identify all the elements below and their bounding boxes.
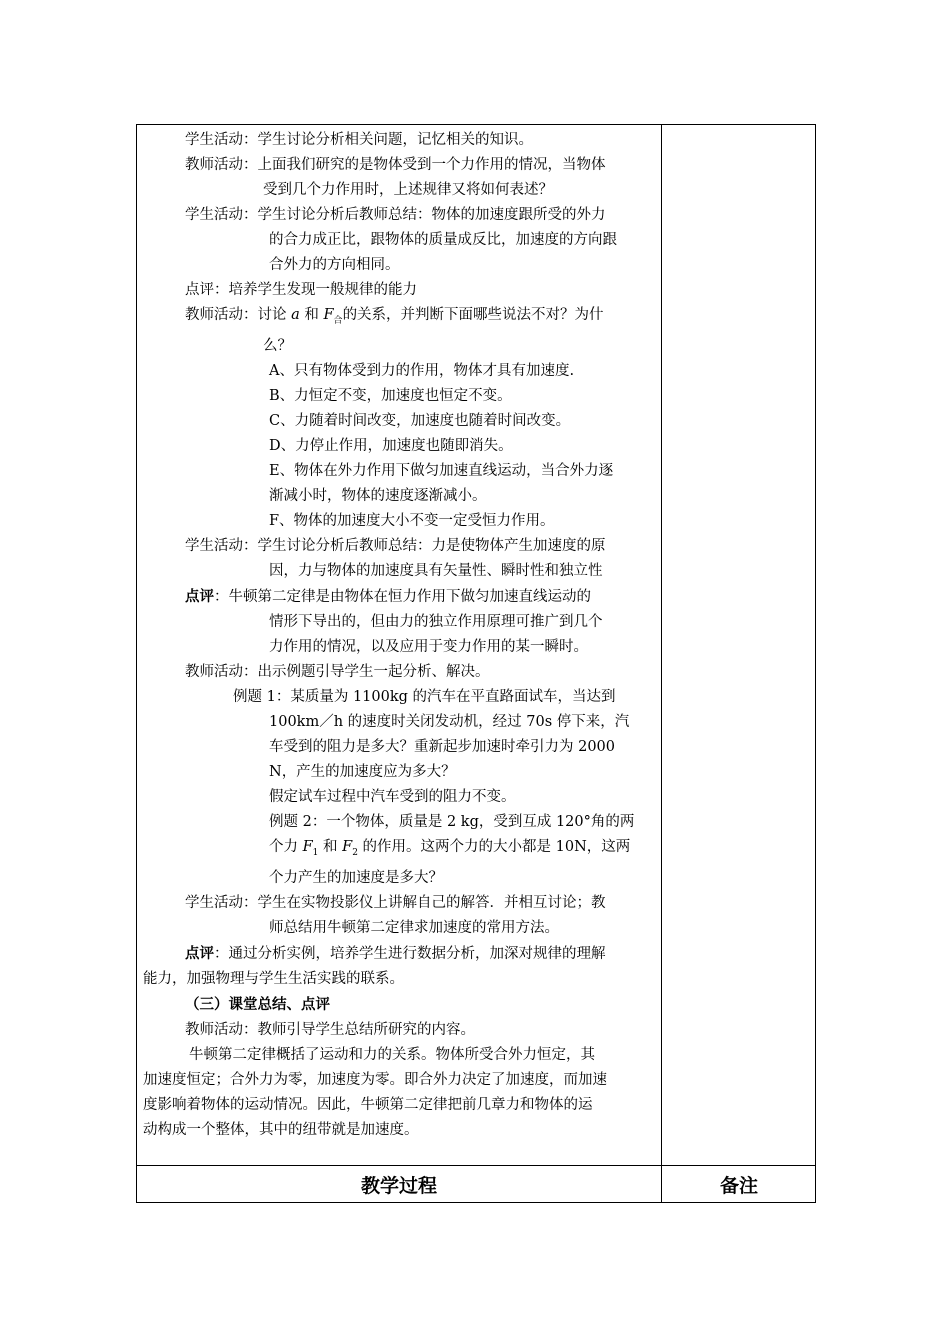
text-line [143, 203, 657, 228]
text-segment: 例题 1：某质量为 1100kg 的汽车在平直路面试车，当达到 [233, 688, 616, 705]
text-line [143, 710, 657, 735]
text-segment: 度影响着物体的运动情况。因此，牛顿第二定律把前几章力和物体的运 [143, 1096, 593, 1113]
text-line [143, 810, 657, 835]
text-segment: B、力恒定不变，加速度也恒定不变。 [269, 387, 512, 404]
text-segment: 个力产生的加速度是多大？ [269, 869, 443, 886]
text-line [143, 635, 657, 660]
text-segment: F [302, 838, 313, 855]
text-line [143, 941, 657, 967]
text-segment: 能力，加强物理与学生生活实践的联系。 [143, 970, 404, 987]
text-line [143, 916, 657, 941]
text-segment: 牛顿第二定律概括了运动和力的关系。物体所受合外力恒定，其 [189, 1046, 595, 1063]
text-segment: 1 [312, 847, 319, 858]
text-segment: 假定试车过程中汽车受到的阻力不变。 [269, 788, 516, 805]
text-line [143, 685, 657, 710]
text-line [143, 409, 657, 434]
text-line [143, 610, 657, 635]
text-segment: ：通过分析实例，培养学生进行数据分析，加深对规律的理解 [214, 945, 606, 962]
text-segment: 的关系，并判断下面哪些说法不对？为什 [342, 307, 604, 323]
text-segment: 学生活动：学生在实物投影仪上讲解自己的解答．并相互讨论；教 [185, 894, 606, 911]
text-line [143, 128, 657, 153]
text-line [143, 484, 657, 509]
text-segment: 力作用的情况，以及应用于变力作用的某一瞬时。 [269, 638, 588, 655]
text-segment: 学生活动：学生讨论分析后教师总结：物体的加速度跟所受的外力 [185, 207, 606, 223]
text-segment: a [291, 307, 300, 323]
text-segment: 点评：培养学生发现一般规律的能力 [185, 282, 417, 298]
text-line [143, 178, 657, 203]
text-segment: 100km／h 的速度时关闭发动机，经过 70s 停下来，汽 [269, 713, 630, 730]
text-segment: ：牛顿第二定律是由物体在恒力作用下做匀加速直线运动的 [214, 588, 591, 605]
text-line [143, 866, 657, 891]
text-segment: F [342, 838, 353, 855]
text-line [143, 660, 657, 685]
text-segment: F、物体的加速度大小不变一定受恒力作用。 [269, 512, 555, 529]
text-line [143, 835, 657, 866]
text-segment: 加速度恒定；合外力为零，加速度为零。即合外力决定了加速度，而加速 [143, 1071, 607, 1088]
text-segment: 教师活动：上面我们研究的是物体受到一个力作用的情况，当物体 [185, 157, 606, 173]
lesson-table [136, 124, 816, 1203]
text-line [143, 1043, 657, 1068]
text-segment: 渐减小时，物体的速度逐渐减小。 [269, 487, 487, 504]
text-segment: 2 [352, 847, 358, 858]
text-segment: 的合力成正比，跟物体的质量成反比，加速度的方向跟 [269, 232, 617, 248]
text-line [143, 1068, 657, 1093]
text-segment: 和 [318, 838, 343, 855]
text-segment: 例题 2：一个物体，质量是 2 kg，受到互成 120°角的两 [269, 813, 635, 830]
text-segment: 教师活动：教师引导学生总结所研究的内容。 [185, 1021, 475, 1038]
text-line [143, 785, 657, 810]
text-segment: 和 [299, 307, 324, 323]
text-segment: 合外力的方向相同。 [269, 257, 400, 273]
text-segment: 动构成一个整体，其中的纽带就是加速度。 [143, 1121, 419, 1138]
text-line [143, 584, 657, 610]
text-line [143, 153, 657, 178]
text-segment: 学生活动：学生讨论分析相关问题，记忆相关的知识。 [185, 132, 533, 148]
text-segment: 情形下导出的，但由力的独立作用原理可推广到几个 [269, 613, 603, 630]
text-line [143, 509, 657, 534]
text-segment: （三）课堂总结、点评 [185, 995, 330, 1013]
text-segment: N，产生的加速度应为多大？ [269, 763, 456, 780]
text-line [143, 434, 657, 459]
text-line [143, 735, 657, 760]
text-line [143, 303, 657, 334]
text-segment: E、物体在外力作用下做匀加速直线运动，当合外力逐 [269, 462, 614, 479]
teaching-process-content [143, 125, 657, 1143]
text-line [143, 359, 657, 384]
text-line [143, 253, 657, 278]
text-segment: A、只有物体受到力的作用，物体才具有加速度. [269, 362, 575, 379]
text-segment: C、力随着时间改变，加速度也随着时间改变。 [269, 412, 571, 429]
text-segment: 教师活动：出示例题引导学生一起分析、解决。 [185, 663, 490, 680]
text-line [143, 992, 657, 1018]
text-segment: 车受到的阻力是多大？重新起步加速时牵引力为 2000 [269, 738, 616, 755]
text-segment: 合 [333, 315, 343, 326]
text-line [143, 1018, 657, 1043]
remarks-header: 备注 [719, 1175, 758, 1197]
text-line [143, 967, 657, 992]
text-segment: D、力停止作用，加速度也随即消失。 [269, 437, 513, 454]
text-line [143, 891, 657, 916]
text-segment: 个力 [269, 838, 303, 855]
text-line [143, 278, 657, 303]
text-segment: 师总结用牛顿第二定律求加速度的常用方法。 [269, 919, 559, 936]
text-segment: 因，力与物体的加速度具有矢量性、瞬时性和独立性 [269, 562, 603, 579]
text-line [143, 534, 657, 559]
text-line [143, 559, 657, 584]
text-segment: 受到几个力作用时，上述规律又将如何表述？ [263, 182, 553, 198]
text-segment: F [323, 307, 334, 323]
text-line [143, 228, 657, 253]
text-line [143, 459, 657, 484]
teaching-process-header: 教学过程 [360, 1175, 437, 1197]
text-line [143, 760, 657, 785]
text-line [143, 334, 657, 359]
text-segment: 的作用。这两个力的大小都是 10N，这两 [357, 838, 631, 855]
column-divider [661, 125, 662, 1202]
text-line [143, 384, 657, 409]
text-segment: 么？ [263, 337, 292, 354]
text-line [143, 1093, 657, 1118]
text-segment: 学生活动：学生讨论分析后教师总结：力是使物体产生加速度的原 [185, 537, 606, 554]
text-segment: 教师活动：讨论 [185, 307, 292, 323]
text-segment: 点评 [185, 587, 214, 605]
text-segment: 点评 [185, 944, 214, 962]
text-line [143, 1118, 657, 1143]
